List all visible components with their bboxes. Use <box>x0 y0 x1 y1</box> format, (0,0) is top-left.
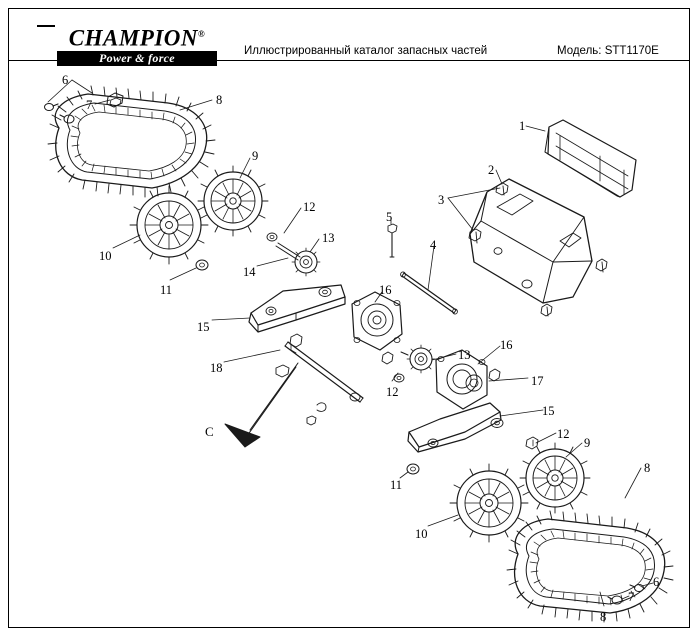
model-label-text: Модель: <box>557 45 602 57</box>
callout-13-a: 13 <box>322 231 335 245</box>
callout-9-a: 9 <box>252 149 259 163</box>
callout-11-a: 11 <box>160 283 173 297</box>
callout-13-b: 13 <box>458 348 471 362</box>
callout-14: 14 <box>243 265 256 279</box>
page-border <box>8 8 690 628</box>
callout-5: 5 <box>386 210 393 224</box>
callout-10-b: 10 <box>415 527 428 541</box>
model-label <box>557 45 659 57</box>
callout-12-a: 12 <box>303 200 316 214</box>
callout-8-b: 8 <box>644 461 651 475</box>
callout-17: 17 <box>531 374 544 388</box>
callout-4: 4 <box>430 238 437 252</box>
callout-8-c: 8 <box>600 610 607 624</box>
page-header <box>9 9 689 65</box>
callout-6-b: 6 <box>653 575 660 589</box>
callout-11-b: 11 <box>390 478 403 492</box>
callout-1: 1 <box>519 119 526 133</box>
logo-wordmark-text: CHAMPION <box>68 25 198 51</box>
callout-3: 3 <box>438 193 445 207</box>
callout-7-a: 7 <box>86 98 93 112</box>
callout-15-a: 15 <box>197 320 210 334</box>
callout-8-a: 8 <box>216 93 223 107</box>
callout-2: 2 <box>488 163 495 177</box>
callout-16-b: 16 <box>500 338 513 352</box>
callout-7-b: 7 <box>628 590 635 604</box>
callout-9-b: 9 <box>584 436 591 450</box>
callout-12-c: 12 <box>557 427 570 441</box>
section-arrow-label-c: C <box>205 424 214 439</box>
registered-mark-icon: ® <box>198 29 206 39</box>
logo-tagline: Power & force <box>57 51 217 66</box>
callout-18: 18 <box>210 361 223 375</box>
model-value: STT1170E <box>604 45 659 57</box>
callout-6-a: 6 <box>62 73 69 87</box>
catalog-title: Иллюстрированный каталог запасных частей <box>244 45 488 57</box>
brand-logo <box>57 23 217 65</box>
callout-15-b: 15 <box>542 404 555 418</box>
callout-12-b: 12 <box>386 385 399 399</box>
callout-10-a: 10 <box>99 249 112 263</box>
logo-accent-bar <box>37 25 55 27</box>
callout-16-a: 16 <box>379 283 392 297</box>
logo-wordmark <box>57 23 217 50</box>
